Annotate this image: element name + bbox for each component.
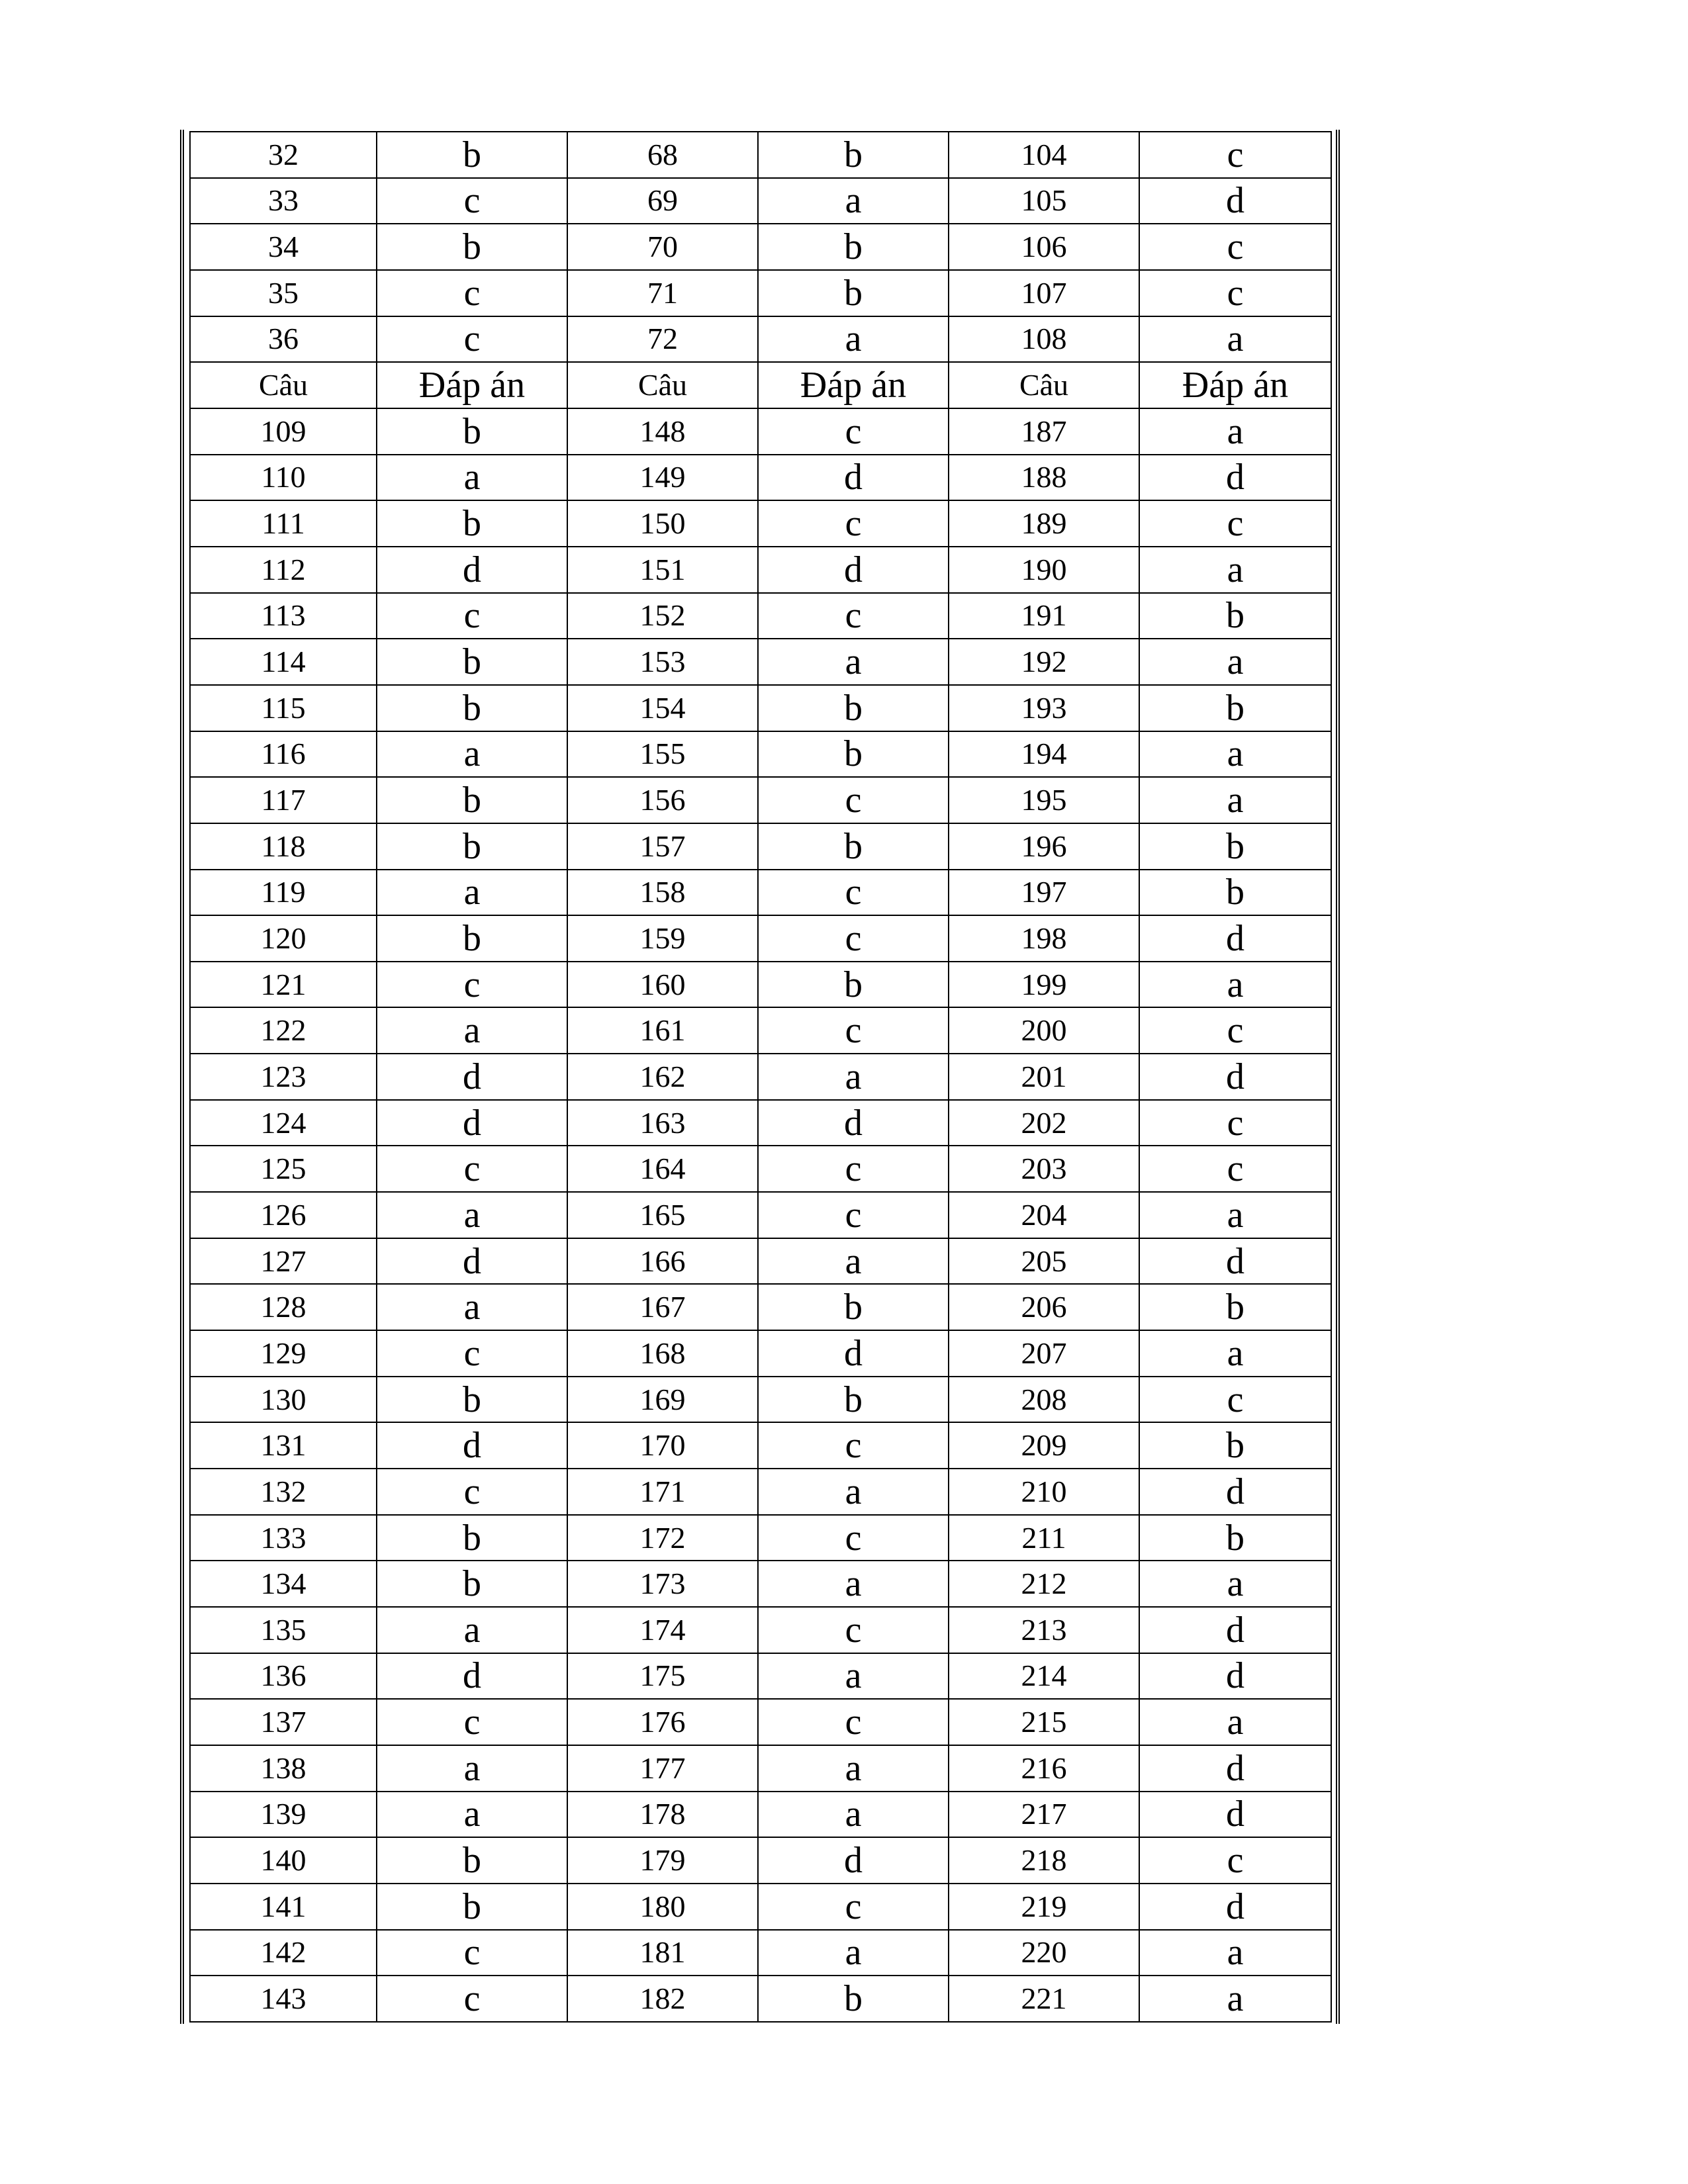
answer-letter: a — [758, 178, 949, 224]
question-number: 36 — [190, 316, 377, 363]
question-number: 181 — [567, 1930, 758, 1976]
question-number: 159 — [567, 915, 758, 962]
answer-letter: d — [1139, 1469, 1331, 1515]
answer-letter: b — [758, 224, 949, 270]
answer-letter: c — [1139, 224, 1331, 270]
question-number: 207 — [949, 1330, 1139, 1377]
question-number: 149 — [567, 455, 758, 501]
question-number: 161 — [567, 1007, 758, 1054]
answer-letter: b — [377, 1515, 567, 1561]
question-number: 157 — [567, 823, 758, 870]
table-row — [190, 178, 1331, 224]
answer-letter: c — [758, 870, 949, 916]
question-number: 165 — [567, 1192, 758, 1238]
answer-letter: c — [758, 1422, 949, 1469]
answer-letter: b — [758, 132, 949, 178]
question-number: 199 — [949, 962, 1139, 1008]
question-number: 195 — [949, 777, 1139, 823]
answer-letter: a — [1139, 1930, 1331, 1976]
answer-letter: b — [377, 500, 567, 547]
table-row — [190, 1192, 1331, 1238]
question-number: 138 — [190, 1745, 377, 1792]
question-number: 69 — [567, 178, 758, 224]
table-row — [190, 1930, 1331, 1976]
question-number: 211 — [949, 1515, 1139, 1561]
table-row — [190, 962, 1331, 1008]
question-number: 113 — [190, 593, 377, 639]
table-row — [190, 132, 1331, 178]
question-number: 188 — [949, 455, 1139, 501]
answer-letter: c — [377, 1146, 567, 1192]
answer-letter: a — [1139, 962, 1331, 1008]
table-row — [190, 1469, 1331, 1515]
answer-letter: d — [1139, 915, 1331, 962]
question-number: 153 — [567, 639, 758, 685]
question-number: 215 — [949, 1699, 1139, 1745]
answer-letter: a — [1139, 316, 1331, 363]
answer-letter: a — [758, 1469, 949, 1515]
question-number: 180 — [567, 1884, 758, 1930]
answer-letter: a — [1139, 1561, 1331, 1607]
answer-letter: c — [758, 1884, 949, 1930]
answer-letter: c — [377, 1699, 567, 1745]
question-number: 133 — [190, 1515, 377, 1561]
question-number: 190 — [949, 547, 1139, 593]
question-number: 213 — [949, 1607, 1139, 1653]
answer-letter: a — [758, 639, 949, 685]
question-number: 155 — [567, 731, 758, 778]
question-number: 118 — [190, 823, 377, 870]
question-number: 71 — [567, 270, 758, 316]
answer-letter: c — [758, 1007, 949, 1054]
answer-letter: d — [377, 1100, 567, 1146]
question-number: 171 — [567, 1469, 758, 1515]
answer-letter: d — [377, 1238, 567, 1285]
answer-letter: a — [758, 1792, 949, 1838]
question-number: 168 — [567, 1330, 758, 1377]
question-number: 158 — [567, 870, 758, 916]
answer-letter: a — [377, 1192, 567, 1238]
question-number: 115 — [190, 685, 377, 731]
question-number: 191 — [949, 593, 1139, 639]
question-number: 129 — [190, 1330, 377, 1377]
answer-letter: a — [377, 870, 567, 916]
question-number: 219 — [949, 1884, 1139, 1930]
question-number: 208 — [949, 1377, 1139, 1423]
answer-letter: d — [758, 1100, 949, 1146]
answer-letter: b — [758, 962, 949, 1008]
answer-letter: c — [1139, 270, 1331, 316]
answer-letter: d — [1139, 1653, 1331, 1700]
table-row — [190, 639, 1331, 685]
table-row — [190, 1422, 1331, 1469]
answer-letter: c — [758, 777, 949, 823]
answer-letter: d — [1139, 1745, 1331, 1792]
question-number: 193 — [949, 685, 1139, 731]
table-row — [190, 316, 1331, 363]
answer-letter: d — [758, 547, 949, 593]
table-row — [190, 1745, 1331, 1792]
table-row — [190, 1515, 1331, 1561]
question-number: 214 — [949, 1653, 1139, 1700]
question-number: 163 — [567, 1100, 758, 1146]
answer-letter: b — [377, 1377, 567, 1423]
question-number: 135 — [190, 1607, 377, 1653]
question-number: 127 — [190, 1238, 377, 1285]
question-number: 116 — [190, 731, 377, 778]
answer-letter: a — [758, 1054, 949, 1100]
question-number: 198 — [949, 915, 1139, 962]
question-number: 177 — [567, 1745, 758, 1792]
answer-letter: c — [1139, 1837, 1331, 1884]
answer-letter: d — [1139, 1238, 1331, 1285]
question-number: 130 — [190, 1377, 377, 1423]
answer-letter: c — [377, 316, 567, 363]
answer-letter: a — [1139, 639, 1331, 685]
answer-letter: d — [377, 1422, 567, 1469]
question-number: 197 — [949, 870, 1139, 916]
question-number: 126 — [190, 1192, 377, 1238]
answer-letter: d — [758, 455, 949, 501]
answer-letter: b — [758, 270, 949, 316]
answer-letter: c — [377, 270, 567, 316]
answer-letter: b — [377, 639, 567, 685]
question-number: 205 — [949, 1238, 1139, 1285]
answer-letter: c — [1139, 500, 1331, 547]
question-number: 132 — [190, 1469, 377, 1515]
answer-letter: c — [758, 915, 949, 962]
answer-letter: a — [758, 1745, 949, 1792]
question-number: 124 — [190, 1100, 377, 1146]
answer-letter: b — [1139, 1515, 1331, 1561]
table-row — [190, 1100, 1331, 1146]
table-row — [190, 1330, 1331, 1377]
question-number: 170 — [567, 1422, 758, 1469]
question-number: 121 — [190, 962, 377, 1008]
answer-table-body — [190, 132, 1331, 2022]
answer-letter: c — [758, 593, 949, 639]
column-header-question: Câu — [567, 362, 758, 408]
question-number: 109 — [190, 408, 377, 455]
question-number: 189 — [949, 500, 1139, 547]
answer-letter: a — [758, 1238, 949, 1285]
question-number: 220 — [949, 1930, 1139, 1976]
question-number: 119 — [190, 870, 377, 916]
answer-letter: b — [758, 1377, 949, 1423]
question-number: 110 — [190, 455, 377, 501]
question-number: 182 — [567, 1976, 758, 2022]
table-row — [190, 270, 1331, 316]
answer-letter: c — [377, 1330, 567, 1377]
column-header-answer: Đáp án — [1139, 362, 1331, 408]
question-number: 148 — [567, 408, 758, 455]
question-number: 206 — [949, 1284, 1139, 1330]
table-row — [190, 823, 1331, 870]
answer-letter: d — [377, 547, 567, 593]
question-number: 200 — [949, 1007, 1139, 1054]
answer-letter: b — [1139, 870, 1331, 916]
answer-letter: c — [758, 1607, 949, 1653]
table-row — [190, 1146, 1331, 1192]
answer-letter: c — [377, 178, 567, 224]
column-header-answer: Đáp án — [758, 362, 949, 408]
question-number: 162 — [567, 1054, 758, 1100]
question-number: 112 — [190, 547, 377, 593]
answer-letter: a — [758, 1561, 949, 1607]
answer-letter: b — [1139, 823, 1331, 870]
question-number: 167 — [567, 1284, 758, 1330]
question-number: 174 — [567, 1607, 758, 1653]
answer-letter: c — [1139, 1007, 1331, 1054]
question-number: 202 — [949, 1100, 1139, 1146]
answer-letter: a — [758, 316, 949, 363]
question-number: 70 — [567, 224, 758, 270]
question-number: 33 — [190, 178, 377, 224]
question-number: 142 — [190, 1930, 377, 1976]
question-number: 154 — [567, 685, 758, 731]
answer-letter: b — [758, 823, 949, 870]
table-row — [190, 1699, 1331, 1745]
table-row — [190, 1976, 1331, 2022]
answer-letter: b — [377, 132, 567, 178]
answer-letter: c — [377, 1976, 567, 2022]
question-number: 192 — [949, 639, 1139, 685]
answer-letter: b — [758, 685, 949, 731]
answer-letter: b — [1139, 593, 1331, 639]
question-number: 216 — [949, 1745, 1139, 1792]
question-number: 221 — [949, 1976, 1139, 2022]
answer-letter: c — [377, 962, 567, 1008]
answer-letter: a — [1139, 731, 1331, 778]
question-number: 187 — [949, 408, 1139, 455]
answer-letter: a — [758, 1930, 949, 1976]
answer-letter: b — [758, 1976, 949, 2022]
answer-letter: d — [377, 1054, 567, 1100]
question-number: 111 — [190, 500, 377, 547]
answer-letter: a — [377, 1792, 567, 1838]
answer-letter: a — [377, 1284, 567, 1330]
column-header-answer: Đáp án — [377, 362, 567, 408]
answer-letter: c — [1139, 1377, 1331, 1423]
column-header-question: Câu — [190, 362, 377, 408]
table-row — [190, 870, 1331, 916]
question-number: 117 — [190, 777, 377, 823]
answer-letter: b — [377, 1884, 567, 1930]
header-row — [190, 362, 1331, 408]
answer-letter: d — [1139, 1607, 1331, 1653]
answer-letter: b — [758, 731, 949, 778]
answer-letter: c — [758, 1146, 949, 1192]
table-row — [190, 915, 1331, 962]
answer-letter: a — [377, 455, 567, 501]
answer-letter: c — [758, 408, 949, 455]
question-number: 122 — [190, 1007, 377, 1054]
answer-letter: a — [377, 1745, 567, 1792]
answer-letter: a — [1139, 777, 1331, 823]
answer-letter: a — [1139, 1976, 1331, 2022]
answer-letter: c — [377, 1930, 567, 1976]
question-number: 139 — [190, 1792, 377, 1838]
question-number: 217 — [949, 1792, 1139, 1838]
question-number: 172 — [567, 1515, 758, 1561]
question-number: 137 — [190, 1699, 377, 1745]
table-row — [190, 1653, 1331, 1700]
answer-letter: c — [377, 593, 567, 639]
answer-letter: d — [1139, 1792, 1331, 1838]
question-number: 151 — [567, 547, 758, 593]
answer-letter: b — [377, 1561, 567, 1607]
answer-letter: b — [377, 408, 567, 455]
answer-letter: a — [377, 731, 567, 778]
answer-letter: a — [377, 1007, 567, 1054]
answer-letter: d — [758, 1330, 949, 1377]
answer-letter: a — [1139, 408, 1331, 455]
answer-letter: c — [758, 1515, 949, 1561]
table-row — [190, 408, 1331, 455]
answer-key-table — [189, 131, 1332, 2023]
answer-letter: c — [1139, 1146, 1331, 1192]
question-number: 125 — [190, 1146, 377, 1192]
answer-letter: b — [377, 685, 567, 731]
answer-letter: a — [1139, 1192, 1331, 1238]
question-number: 131 — [190, 1422, 377, 1469]
table-row — [190, 1377, 1331, 1423]
answer-letter: b — [1139, 1284, 1331, 1330]
table-row — [190, 455, 1331, 501]
question-number: 166 — [567, 1238, 758, 1285]
question-number: 212 — [949, 1561, 1139, 1607]
question-number: 156 — [567, 777, 758, 823]
answer-letter: a — [377, 1607, 567, 1653]
answer-letter: d — [377, 1653, 567, 1700]
question-number: 173 — [567, 1561, 758, 1607]
answer-letter: c — [758, 1192, 949, 1238]
answer-letter: c — [758, 1699, 949, 1745]
answer-letter: b — [1139, 685, 1331, 731]
question-number: 104 — [949, 132, 1139, 178]
question-number: 105 — [949, 178, 1139, 224]
answer-letter: b — [377, 915, 567, 962]
question-number: 209 — [949, 1422, 1139, 1469]
answer-letter: b — [758, 1284, 949, 1330]
question-number: 204 — [949, 1192, 1139, 1238]
question-number: 210 — [949, 1469, 1139, 1515]
table-row — [190, 1607, 1331, 1653]
table-row — [190, 1284, 1331, 1330]
table-row — [190, 593, 1331, 639]
question-number: 218 — [949, 1837, 1139, 1884]
question-number: 32 — [190, 132, 377, 178]
question-number: 114 — [190, 639, 377, 685]
answer-letter: d — [1139, 1884, 1331, 1930]
question-number: 143 — [190, 1976, 377, 2022]
answer-letter: c — [1139, 1100, 1331, 1146]
table-row — [190, 685, 1331, 731]
question-number: 150 — [567, 500, 758, 547]
table-row — [190, 1792, 1331, 1838]
answer-letter: a — [1139, 1699, 1331, 1745]
answer-letter: b — [1139, 1422, 1331, 1469]
table-row — [190, 500, 1331, 547]
question-number: 136 — [190, 1653, 377, 1700]
table-row — [190, 777, 1331, 823]
answer-letter: a — [758, 1653, 949, 1700]
answer-letter: b — [377, 224, 567, 270]
question-number: 108 — [949, 316, 1139, 363]
table-row — [190, 224, 1331, 270]
question-number: 201 — [949, 1054, 1139, 1100]
table-row — [190, 1837, 1331, 1884]
table-row — [190, 1238, 1331, 1285]
table-row — [190, 547, 1331, 593]
question-number: 123 — [190, 1054, 377, 1100]
question-number: 134 — [190, 1561, 377, 1607]
answer-letter: c — [1139, 132, 1331, 178]
answer-letter: d — [1139, 1054, 1331, 1100]
question-number: 203 — [949, 1146, 1139, 1192]
answer-letter: b — [377, 777, 567, 823]
column-header-question: Câu — [949, 362, 1139, 408]
answer-letter: a — [1139, 1330, 1331, 1377]
question-number: 128 — [190, 1284, 377, 1330]
question-number: 169 — [567, 1377, 758, 1423]
question-number: 160 — [567, 962, 758, 1008]
table-row — [190, 1007, 1331, 1054]
table-row — [190, 731, 1331, 778]
question-number: 194 — [949, 731, 1139, 778]
answer-letter: b — [377, 823, 567, 870]
answer-letter: d — [1139, 178, 1331, 224]
question-number: 179 — [567, 1837, 758, 1884]
question-number: 164 — [567, 1146, 758, 1192]
question-number: 107 — [949, 270, 1139, 316]
question-number: 68 — [567, 132, 758, 178]
question-number: 34 — [190, 224, 377, 270]
answer-letter: c — [758, 500, 949, 547]
answer-letter: d — [1139, 455, 1331, 501]
answer-letter: c — [377, 1469, 567, 1515]
answer-letter: a — [1139, 547, 1331, 593]
table-row — [190, 1054, 1331, 1100]
question-number: 140 — [190, 1837, 377, 1884]
table-row — [190, 1561, 1331, 1607]
table-row — [190, 1884, 1331, 1930]
question-number: 141 — [190, 1884, 377, 1930]
question-number: 120 — [190, 915, 377, 962]
question-number: 175 — [567, 1653, 758, 1700]
answer-letter: d — [758, 1837, 949, 1884]
question-number: 72 — [567, 316, 758, 363]
question-number: 196 — [949, 823, 1139, 870]
question-number: 176 — [567, 1699, 758, 1745]
question-number: 152 — [567, 593, 758, 639]
question-number: 106 — [949, 224, 1139, 270]
question-number: 35 — [190, 270, 377, 316]
answer-letter: b — [377, 1837, 567, 1884]
question-number: 178 — [567, 1792, 758, 1838]
